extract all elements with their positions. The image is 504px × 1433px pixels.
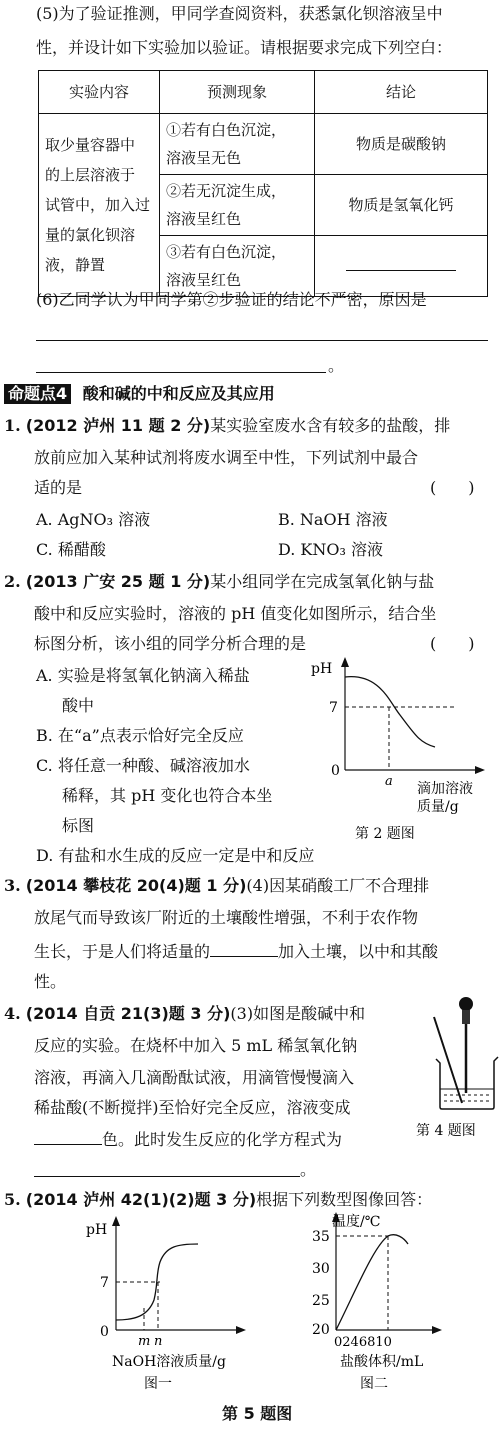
q5-fig2 — [296, 1210, 496, 1398]
q4-line1 — [4, 1004, 365, 1024]
q4-line2: 反应的实验。在烧杯中加入 5 mL 稀氢氧化钠 — [34, 1036, 358, 1055]
part5-line1: (5)为了验证推测，甲同学查阅资料，获悉氯化钡溶液呈中 — [36, 4, 443, 23]
question-source: (2013 广安 25 题 1 分) — [25, 572, 211, 591]
question-number: 5. — [4, 1190, 21, 1209]
phenomenon-line: ②若无沉淀生成， — [166, 182, 287, 200]
q4-beaker-figure — [416, 995, 502, 1145]
content-line: 量的氯化钡溶 — [45, 226, 136, 244]
question-source: (2012 泸州 11 题 2 分) — [25, 416, 211, 435]
fig-origin: 0 — [331, 763, 340, 779]
fig1-y7: 7 — [100, 1275, 109, 1291]
part5-line2: 性，并设计如下实验加以验证。请根据要求完成下列空白： — [36, 38, 453, 57]
dropper-neck-icon — [462, 1010, 470, 1024]
q1-line2: 放前应加入某种试剂将废水调至中性，下列试剂中最合 — [34, 448, 419, 467]
q4-end: 。 — [300, 1160, 317, 1179]
y-axis-arrow — [341, 657, 349, 667]
table-header-conclusion: 结论 — [315, 71, 488, 114]
q5-fig1 — [80, 1212, 270, 1398]
question-text: 根据下列数型图像回答： — [256, 1190, 433, 1209]
fig-ylabel: pH — [311, 661, 333, 677]
table-cell-conclusion: 物质是氢氧化钙 — [315, 175, 488, 236]
experiment-table — [38, 70, 488, 297]
fig2-ylabel: 温度/℃ — [332, 1214, 381, 1230]
table-cell-content — [39, 114, 160, 297]
question-number: 3. — [4, 876, 21, 895]
q2-line1 — [4, 572, 434, 592]
q1-option-d[interactable]: D. KNO₃ 溶液 — [278, 540, 384, 559]
phenomenon-line: 溶液呈红色 — [166, 210, 242, 228]
q1-answer-paren[interactable]: ( ) — [430, 478, 475, 497]
question-source: (2014 攀枝花 20(4)题 1 分) — [25, 876, 247, 895]
ph-curve — [116, 1244, 198, 1320]
part6-line1: (6)乙同学认为甲同学第②步验证的结论不严密，原因是 — [36, 290, 427, 309]
fig1-origin: 0 — [100, 1324, 109, 1340]
q1-line1 — [4, 416, 450, 436]
fig1-xm: m — [138, 1334, 151, 1349]
fig2-xlabel: 盐酸体积/mL — [340, 1354, 424, 1370]
q4-line3: 溶液，再滴入几滴酚酞试液，用滴管慢慢滴入 — [34, 1068, 355, 1087]
dropper-bulb-icon — [459, 997, 473, 1011]
fig2-y30: 30 — [312, 1261, 330, 1277]
q2-option-a[interactable]: A. 实验是将氢氧化钠滴入稀盐 — [36, 666, 250, 685]
fig2-y20: 20 — [312, 1322, 330, 1338]
q2-option-d[interactable]: D. 有盐和水生成的反应一定是中和反应 — [36, 846, 315, 865]
table-cell-phenomenon — [160, 175, 315, 236]
answer-blank[interactable] — [34, 1128, 102, 1145]
q3-line4: 性。 — [34, 972, 67, 991]
q5-line1 — [4, 1190, 432, 1210]
q2-line2: 酸中和反应实验时，溶液的 pH 值变化如图所示，结合坐 — [34, 604, 437, 623]
q1-line3: 适的是 — [34, 478, 83, 497]
temperature-curve — [336, 1235, 408, 1330]
fig2-caption: 图二 — [360, 1376, 388, 1392]
answer-blank[interactable] — [346, 254, 456, 271]
q1-option-a[interactable]: A. AgNO₃ 溶液 — [36, 510, 151, 529]
content-line: 的上层溶液于 — [45, 166, 136, 184]
question-source: (2014 泸州 42(1)(2)题 3 分) — [25, 1190, 257, 1209]
fig1-ylabel: pH — [86, 1222, 108, 1238]
fig-caption: 第 2 题图 — [355, 826, 415, 842]
question-text: 生长，于是人们将适量的 — [34, 942, 211, 961]
q1-option-c[interactable]: C. 稀醋酸 — [36, 540, 106, 559]
q4-line5 — [34, 1128, 342, 1150]
q2-option-a-cont: 酸中 — [62, 696, 95, 715]
phenomenon-line: ③若有白色沉淀， — [166, 243, 287, 261]
question-text: (4)因某硝酸工厂不合理排 — [246, 876, 430, 895]
table-cell-phenomenon — [160, 114, 315, 175]
q3-line3 — [34, 940, 438, 962]
answer-blank[interactable] — [36, 340, 488, 341]
content-line: 取少量容器中 — [45, 136, 136, 154]
x-axis-arrow — [475, 766, 485, 774]
q2-option-c-cont: 标图 — [62, 816, 95, 835]
q1-option-b[interactable]: B. NaOH 溶液 — [278, 510, 388, 529]
question-text: 某小组同学在完成氢氧化钠与盐 — [210, 572, 435, 591]
part6-end: 。 — [328, 356, 345, 375]
section-tag: 命题点4 — [4, 384, 71, 404]
x-axis-arrow — [236, 1326, 246, 1334]
section-title: 酸和碱的中和反应及其应用 — [82, 384, 275, 403]
fig2-y25: 25 — [312, 1293, 330, 1309]
fig1-caption: 图一 — [144, 1376, 172, 1392]
answer-blank[interactable] — [36, 372, 326, 373]
q2-option-b[interactable]: B. 在“a”点表示恰好完全反应 — [36, 726, 244, 745]
phenomenon-line: 溶液呈无色 — [166, 149, 242, 167]
question-text: 某实验室废水含有较多的盐酸，排 — [210, 416, 451, 435]
q2-ph-figure — [305, 655, 500, 845]
y-axis-arrow — [112, 1216, 120, 1226]
fig-caption: 第 4 题图 — [416, 1123, 476, 1139]
content-line: 液，静置 — [45, 256, 106, 274]
table-cell-conclusion: 物质是碳酸钠 — [315, 114, 488, 175]
phenomenon-line: ①若有白色沉淀， — [166, 121, 287, 139]
fig-xlabel2: 质量/g — [417, 799, 459, 815]
q3-line2: 放尾气而导致该厂附近的土壤酸性增强，不利于农作物 — [34, 908, 419, 927]
phenomenon-line: 溶液呈红色 — [166, 271, 242, 289]
fig2-xticks: 0246810 — [334, 1335, 392, 1350]
q2-option-c[interactable]: C. 将任意一种酸、碱溶液加水 — [36, 756, 250, 775]
question-text: 色。此时发生反应的化学方程式为 — [102, 1130, 343, 1149]
question-text: 加入土壤，以中和其酸 — [278, 942, 439, 961]
fig2-y35: 35 — [312, 1229, 330, 1245]
content-line: 试管中，加入过 — [45, 196, 151, 214]
fig1-xn: n — [154, 1334, 163, 1349]
x-axis-arrow — [432, 1326, 442, 1334]
question-number: 2. — [4, 572, 21, 591]
table-header-content: 实验内容 — [39, 71, 160, 114]
table-header-phenomenon: 预测现象 — [160, 71, 315, 114]
q2-line3: 标图分析，该小组的同学分析合理的是 — [34, 634, 307, 653]
question-text: (3)如图是酸碱中和 — [230, 1004, 366, 1023]
q4-line4: 稀盐酸(不断搅拌)至恰好完全反应，溶液变成 — [34, 1098, 351, 1117]
q2-answer-paren[interactable]: ( ) — [430, 634, 475, 653]
fig-xlabel1: 滴加溶液 — [417, 781, 473, 797]
answer-blank[interactable] — [210, 940, 278, 957]
question-source: (2014 自贡 21(3)题 3 分) — [25, 1004, 231, 1023]
fig1-xlabel: NaOH溶液质量/g — [112, 1354, 226, 1370]
question-number: 4. — [4, 1004, 21, 1023]
q3-line1 — [4, 876, 429, 896]
ph-curve — [345, 677, 435, 747]
question-number: 1. — [4, 416, 21, 435]
glass-rod-icon — [434, 1017, 462, 1103]
answer-blank[interactable] — [34, 1176, 300, 1177]
q2-option-c-cont: 稀释，其 pH 变化也符合本坐 — [62, 786, 273, 805]
table-cell-phenomenon — [160, 236, 315, 297]
fig-y7: 7 — [329, 700, 338, 716]
table-cell-conclusion-blank[interactable] — [315, 236, 488, 297]
section-header — [4, 384, 275, 404]
fig-xa: a — [385, 774, 393, 789]
q5-caption: 第 5 题图 — [222, 1404, 293, 1423]
